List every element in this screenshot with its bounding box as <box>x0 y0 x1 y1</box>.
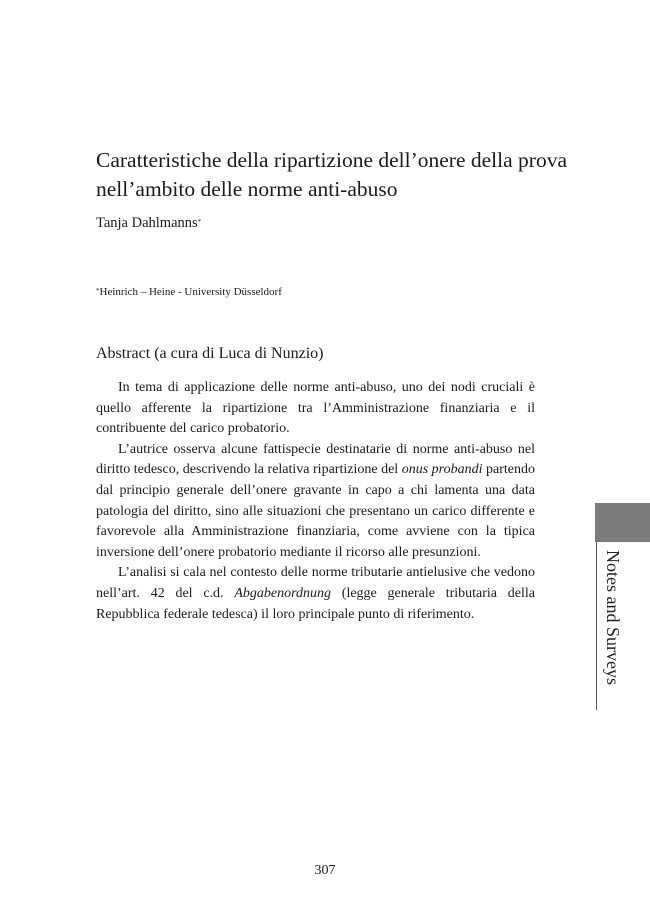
affiliation-line <box>96 285 282 299</box>
abstract-paragraph-3 <box>96 563 535 625</box>
affiliation-footnote-mark: * <box>96 287 100 295</box>
abstract-p3-text-b: (legge generale tributaria della Repubblica federale tedesca) il loro principale punto di riferimento. <box>96 585 535 622</box>
page-number: 307 <box>314 863 336 878</box>
abstract-p2-text-b: partendo dal principio generale dell’onere gravante in capo a chi lamenta una data patologia del diritto, sino alle situazioni che presentano un carico differente e favorevole alla Amministrazione finanziaria, come avviene con la tipica inversione dell’onere probatorio mediante il ricorso alle presunzioni. <box>96 462 536 560</box>
section-tab-rule <box>596 542 597 710</box>
article-title: Caratteristiche della ripartizione dell’onere della prova nell’ambito delle norme anti-abuso <box>96 148 567 201</box>
abstract-paragraph-2 <box>96 440 535 564</box>
abstract-heading: Abstract (a cura di Luca di Nunzio) <box>96 345 324 362</box>
section-tab-label: Notes and Surveys <box>603 550 623 685</box>
affiliation: Heinrich – Heine - University Düsseldorf <box>99 286 282 298</box>
abstract-p3-italic: Abgabenordnung <box>234 585 332 601</box>
abstract-p2-italic: onus probandi <box>401 462 483 478</box>
section-tab-marker <box>595 503 650 542</box>
abstract-p3-text-a: L’analisi si cala nel contesto delle norme tributarie antielusive che vedono nell’art. 42 del c.d. <box>96 565 535 601</box>
author-name: Tanja Dahlmanns <box>96 215 198 231</box>
author-line <box>96 214 201 232</box>
abstract-paragraph-1: In tema di applicazione delle norme anti-abuso, uno dei nodi cruciali è quello afferente la ripartizione tra l’Amministrazione finanziaria e il contribuente del carico probatorio. <box>96 380 535 437</box>
author-footnote-mark: * <box>197 218 202 226</box>
abstract-p2-text-a: L’autrice osserva alcune fattispecie destinatarie di norme anti-abuso nel diritto tedesco, descrivendo la relativa ripartizione del <box>96 441 535 478</box>
abstract-body <box>96 378 535 625</box>
